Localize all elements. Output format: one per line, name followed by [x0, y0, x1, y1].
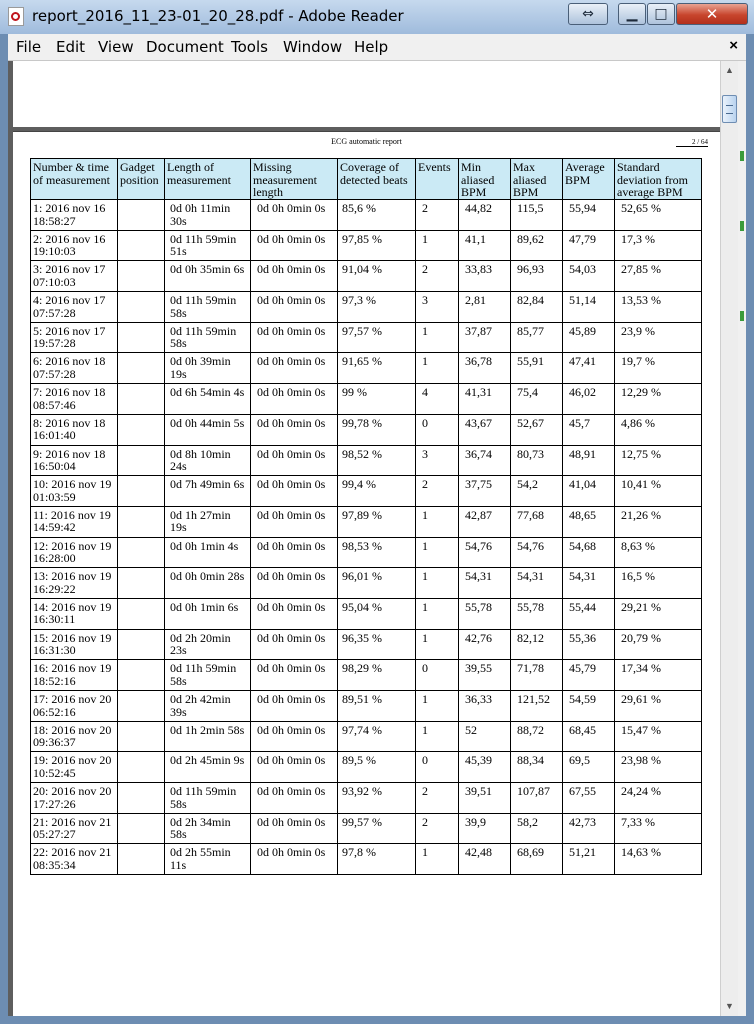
table-cell: [118, 813, 165, 844]
table-cell: 67,55: [563, 783, 615, 814]
table-cell: [118, 537, 165, 568]
table-cell: 55,94: [563, 200, 615, 231]
table-cell: [118, 691, 165, 722]
table-cell: 19,7 %: [615, 353, 702, 384]
table-cell: 41,1: [459, 230, 511, 261]
column-header: Length of measurement: [165, 159, 251, 200]
table-cell: 15: 2016 nov 19 16:31:30: [31, 629, 118, 660]
table-cell: 45,7: [563, 414, 615, 445]
nav-marker-icon: [740, 221, 744, 231]
table-cell: 21: 2016 nov 21 05:27:27: [31, 813, 118, 844]
menu-edit[interactable]: Edit: [56, 38, 86, 56]
table-cell: 3: [416, 292, 459, 323]
page-number: 2 / 64: [676, 138, 708, 147]
table-cell: 8: 2016 nov 18 16:01:40: [31, 414, 118, 445]
table-row: [31, 353, 702, 384]
table-cell: 36,78: [459, 353, 511, 384]
table-cell: 0d 11h 59min 58s: [165, 783, 251, 814]
table-cell: 82,84: [511, 292, 563, 323]
title-bar: [0, 0, 754, 34]
table-cell: 0d 0h 0min 0s: [251, 844, 338, 875]
table-cell: 14,63 %: [615, 844, 702, 875]
table-cell: 29,61 %: [615, 691, 702, 722]
table-row: [31, 414, 702, 445]
table-cell: 1: [416, 506, 459, 537]
table-cell: [118, 660, 165, 691]
table-cell: 2: [416, 783, 459, 814]
column-header: Events: [416, 159, 459, 200]
table-cell: 39,55: [459, 660, 511, 691]
table-cell: 41,04: [563, 476, 615, 507]
page-header: ECG automatic report: [331, 137, 402, 146]
menu-window[interactable]: Window: [283, 38, 343, 56]
table-cell: 97,57 %: [338, 322, 416, 353]
table-cell: 21,26 %: [615, 506, 702, 537]
table-cell: 20: 2016 nov 20 17:27:26: [31, 783, 118, 814]
table-cell: 2: [416, 476, 459, 507]
table-cell: 0d 0h 0min 0s: [251, 322, 338, 353]
table-cell: 54,31: [511, 568, 563, 599]
table-cell: 0d 6h 54min 4s: [165, 384, 251, 415]
table-cell: 0d 0h 0min 0s: [251, 660, 338, 691]
table-cell: 96,35 %: [338, 629, 416, 660]
table-cell: 55,36: [563, 629, 615, 660]
table-cell: 10: 2016 nov 19 01:03:59: [31, 476, 118, 507]
table-row: [31, 537, 702, 568]
table-cell: 48,65: [563, 506, 615, 537]
table-cell: 0d 0h 0min 0s: [251, 200, 338, 231]
table-cell: 2: [416, 200, 459, 231]
table-cell: 91,65 %: [338, 353, 416, 384]
table-cell: 3: 2016 nov 17 07:10:03: [31, 261, 118, 292]
table-cell: 54,59: [563, 691, 615, 722]
table-cell: 0d 0h 44min 5s: [165, 414, 251, 445]
table-cell: 96,01 %: [338, 568, 416, 599]
table-cell: 5: 2016 nov 17 19:57:28: [31, 322, 118, 353]
table-cell: 54,2: [511, 476, 563, 507]
table-cell: [118, 844, 165, 875]
table-row: [31, 629, 702, 660]
table-cell: 29,21 %: [615, 598, 702, 629]
table-header-row: [31, 159, 702, 200]
scroll-up-icon[interactable]: ▲: [725, 65, 734, 75]
table-cell: 0d 0h 1min 4s: [165, 537, 251, 568]
table-cell: 88,34: [511, 752, 563, 783]
table-cell: 9: 2016 nov 18 16:50:04: [31, 445, 118, 476]
table-cell: 43,67: [459, 414, 511, 445]
table-cell: 1: 2016 nov 16 18:58:27: [31, 200, 118, 231]
table-cell: 0d 0h 0min 0s: [251, 813, 338, 844]
table-cell: 0d 11h 59min 58s: [165, 322, 251, 353]
table-cell: 1: [416, 844, 459, 875]
report-table: [30, 158, 702, 875]
table-cell: 47,41: [563, 353, 615, 384]
column-header: Average BPM: [563, 159, 615, 200]
table-cell: 36,74: [459, 445, 511, 476]
table-cell: 89,62: [511, 230, 563, 261]
table-cell: 11: 2016 nov 19 14:59:42: [31, 506, 118, 537]
table-cell: [118, 629, 165, 660]
table-cell: 115,5: [511, 200, 563, 231]
table-cell: 0d 2h 42min 39s: [165, 691, 251, 722]
table-cell: 91,04 %: [338, 261, 416, 292]
table-cell: 1: [416, 691, 459, 722]
column-header: Max aliased BPM: [511, 159, 563, 200]
table-cell: 99 %: [338, 384, 416, 415]
column-header: Missing measurement length: [251, 159, 338, 200]
table-cell: 23,9 %: [615, 322, 702, 353]
menu-help[interactable]: Help: [354, 38, 389, 56]
table-cell: [118, 476, 165, 507]
table-cell: 19: 2016 nov 20 10:52:45: [31, 752, 118, 783]
previous-page: [13, 61, 720, 127]
table-cell: 77,68: [511, 506, 563, 537]
table-cell: 18: 2016 nov 20 09:36:37: [31, 721, 118, 752]
nav-marker-icon: [740, 311, 744, 321]
table-cell: 0d 0h 0min 0s: [251, 598, 338, 629]
table-cell: 44,82: [459, 200, 511, 231]
maximize-button[interactable]: □: [647, 3, 675, 25]
table-cell: 97,85 %: [338, 230, 416, 261]
table-cell: 13,53 %: [615, 292, 702, 323]
column-header: Coverage of detected beats: [338, 159, 416, 200]
table-cell: 68,69: [511, 844, 563, 875]
table-cell: 4: [416, 384, 459, 415]
table-cell: 98,29 %: [338, 660, 416, 691]
table-cell: 0d 1h 2min 58s: [165, 721, 251, 752]
table-cell: 54,76: [511, 537, 563, 568]
table-cell: 0d 0h 0min 0s: [251, 230, 338, 261]
table-cell: 45,79: [563, 660, 615, 691]
table-cell: 0d 8h 10min 24s: [165, 445, 251, 476]
table-cell: 6: 2016 nov 18 07:57:28: [31, 353, 118, 384]
table-cell: 0d 7h 49min 6s: [165, 476, 251, 507]
table-row: [31, 752, 702, 783]
table-row: [31, 230, 702, 261]
table-cell: 52,67: [511, 414, 563, 445]
table-cell: [118, 384, 165, 415]
table-cell: 16,5 %: [615, 568, 702, 599]
table-cell: 37,75: [459, 476, 511, 507]
table-row: [31, 384, 702, 415]
table-cell: 97,89 %: [338, 506, 416, 537]
menu-bar: [8, 34, 746, 61]
menu-tools[interactable]: Tools: [231, 38, 268, 56]
table-row: [31, 445, 702, 476]
table-cell: 71,78: [511, 660, 563, 691]
table-cell: 14: 2016 nov 19 16:30:11: [31, 598, 118, 629]
table-cell: 97,3 %: [338, 292, 416, 323]
table-cell: 0d 0h 0min 0s: [251, 506, 338, 537]
table-cell: 1: [416, 230, 459, 261]
table-cell: 0d 0h 0min 0s: [251, 537, 338, 568]
minimize-button[interactable]: ▁: [618, 3, 646, 25]
table-cell: 0d 0h 0min 0s: [251, 445, 338, 476]
table-cell: 0d 2h 45min 9s: [165, 752, 251, 783]
table-cell: [118, 200, 165, 231]
table-cell: 0d 0h 0min 0s: [251, 384, 338, 415]
table-cell: [118, 261, 165, 292]
table-cell: 1: [416, 568, 459, 599]
table-cell: 82,12: [511, 629, 563, 660]
table-cell: 0d 0h 0min 0s: [251, 568, 338, 599]
table-cell: 1: [416, 721, 459, 752]
table-cell: 0d 0h 11min 30s: [165, 200, 251, 231]
table-cell: 0d 0h 0min 0s: [251, 752, 338, 783]
table-cell: 99,4 %: [338, 476, 416, 507]
table-cell: 85,77: [511, 322, 563, 353]
table-cell: 12: 2016 nov 19 16:28:00: [31, 537, 118, 568]
table-cell: 0d 0h 0min 0s: [251, 261, 338, 292]
table-cell: 69,5: [563, 752, 615, 783]
table-cell: [118, 598, 165, 629]
navigation-pane-edge: [738, 61, 746, 1016]
table-cell: 22: 2016 nov 21 08:35:34: [31, 844, 118, 875]
table-cell: 0: [416, 414, 459, 445]
table-row: [31, 691, 702, 722]
table-cell: 97,8 %: [338, 844, 416, 875]
menu-document[interactable]: Document: [146, 38, 224, 56]
table-row: [31, 506, 702, 537]
table-cell: [118, 230, 165, 261]
table-cell: 58,2: [511, 813, 563, 844]
table-cell: [118, 783, 165, 814]
table-cell: 0d 0h 0min 0s: [251, 691, 338, 722]
window-title: report_2016_11_23-01_20_28.pdf - Adobe Reader: [32, 7, 404, 25]
table-cell: 2: [416, 261, 459, 292]
table-cell: 46,02: [563, 384, 615, 415]
menu-view[interactable]: View: [98, 38, 134, 56]
table-row: [31, 322, 702, 353]
table-cell: 15,47 %: [615, 721, 702, 752]
table-cell: 23,98 %: [615, 752, 702, 783]
table-cell: 89,51 %: [338, 691, 416, 722]
table-cell: 16: 2016 nov 19 18:52:16: [31, 660, 118, 691]
close-window-button[interactable]: ✕: [676, 3, 748, 25]
table-cell: 68,45: [563, 721, 615, 752]
table-row: [31, 783, 702, 814]
nav-marker-icon: [740, 151, 744, 161]
table-cell: [118, 721, 165, 752]
scroll-thumb[interactable]: [722, 95, 737, 123]
table-cell: 0d 0h 39min 19s: [165, 353, 251, 384]
table-cell: 48,91: [563, 445, 615, 476]
table-cell: [118, 568, 165, 599]
table-cell: 2: 2016 nov 16 19:10:03: [31, 230, 118, 261]
table-cell: 85,6 %: [338, 200, 416, 231]
table-cell: 89,5 %: [338, 752, 416, 783]
table-cell: 12,29 %: [615, 384, 702, 415]
column-header: Gadget position: [118, 159, 165, 200]
table-cell: 98,53 %: [338, 537, 416, 568]
table-cell: 55,78: [511, 598, 563, 629]
table-cell: 51,14: [563, 292, 615, 323]
table-cell: 24,24 %: [615, 783, 702, 814]
table-cell: 75,4: [511, 384, 563, 415]
table-cell: [118, 322, 165, 353]
vertical-scrollbar[interactable]: [720, 61, 738, 1016]
table-cell: 2,81: [459, 292, 511, 323]
table-cell: 0d 0h 0min 0s: [251, 292, 338, 323]
table-cell: 97,74 %: [338, 721, 416, 752]
restore-size-button[interactable]: ⇔: [568, 3, 608, 25]
table-cell: [118, 292, 165, 323]
table-row: [31, 598, 702, 629]
close-document-icon[interactable]: ×: [729, 37, 738, 54]
table-cell: 0d 0h 0min 0s: [251, 353, 338, 384]
column-header: Standard deviation from average BPM: [615, 159, 702, 200]
table-cell: 121,52: [511, 691, 563, 722]
table-cell: 39,51: [459, 783, 511, 814]
table-cell: 0d 0h 0min 0s: [251, 476, 338, 507]
table-cell: [118, 414, 165, 445]
table-cell: 54,31: [459, 568, 511, 599]
table-cell: 96,93: [511, 261, 563, 292]
table-cell: 55,78: [459, 598, 511, 629]
table-cell: 98,52 %: [338, 445, 416, 476]
table-cell: 33,83: [459, 261, 511, 292]
table-cell: [118, 445, 165, 476]
table-cell: 17: 2016 nov 20 06:52:16: [31, 691, 118, 722]
table-cell: 36,33: [459, 691, 511, 722]
table-cell: 0d 0h 0min 28s: [165, 568, 251, 599]
table-row: [31, 844, 702, 875]
table-cell: 45,89: [563, 322, 615, 353]
table-cell: 0d 11h 59min 51s: [165, 230, 251, 261]
table-cell: 13: 2016 nov 19 16:29:22: [31, 568, 118, 599]
table-cell: 0d 0h 0min 0s: [251, 414, 338, 445]
table-cell: [118, 752, 165, 783]
table-cell: 45,39: [459, 752, 511, 783]
table-cell: 0d 2h 34min 58s: [165, 813, 251, 844]
table-cell: 1: [416, 598, 459, 629]
table-cell: 1: [416, 322, 459, 353]
pdf-page: [13, 131, 720, 1016]
table-cell: 51,21: [563, 844, 615, 875]
table-cell: 0d 0h 35min 6s: [165, 261, 251, 292]
table-cell: 8,63 %: [615, 537, 702, 568]
table-cell: 42,48: [459, 844, 511, 875]
table-cell: 54,31: [563, 568, 615, 599]
table-cell: 95,04 %: [338, 598, 416, 629]
table-cell: 0d 0h 0min 0s: [251, 783, 338, 814]
table-cell: 0: [416, 660, 459, 691]
table-cell: 0d 0h 0min 0s: [251, 721, 338, 752]
table-cell: [118, 506, 165, 537]
pdf-file-icon: [8, 7, 24, 26]
table-row: [31, 721, 702, 752]
table-cell: 27,85 %: [615, 261, 702, 292]
table-row: [31, 660, 702, 691]
table-cell: 0d 11h 59min 58s: [165, 292, 251, 323]
table-cell: 0d 2h 55min 11s: [165, 844, 251, 875]
table-cell: 1: [416, 353, 459, 384]
table-cell: 52: [459, 721, 511, 752]
table-cell: 0d 0h 0min 0s: [251, 629, 338, 660]
scroll-down-icon[interactable]: ▼: [725, 1001, 734, 1011]
table-cell: 1: [416, 629, 459, 660]
table-cell: 54,68: [563, 537, 615, 568]
table-cell: 0d 0h 1min 6s: [165, 598, 251, 629]
column-header: Number & time of measurement: [31, 159, 118, 200]
table-cell: 42,76: [459, 629, 511, 660]
table-cell: 4: 2016 nov 17 07:57:28: [31, 292, 118, 323]
table-row: [31, 200, 702, 231]
table-cell: 10,41 %: [615, 476, 702, 507]
table-cell: 107,87: [511, 783, 563, 814]
table-cell: 1: [416, 537, 459, 568]
table-cell: 37,87: [459, 322, 511, 353]
table-cell: 17,3 %: [615, 230, 702, 261]
table-cell: 52,65 %: [615, 200, 702, 231]
table-cell: 39,9: [459, 813, 511, 844]
table-cell: 0d 2h 20min 23s: [165, 629, 251, 660]
table-row: [31, 476, 702, 507]
table-cell: 0: [416, 752, 459, 783]
table-cell: 55,91: [511, 353, 563, 384]
table-cell: 20,79 %: [615, 629, 702, 660]
table-row: [31, 813, 702, 844]
table-row: [31, 292, 702, 323]
table-cell: 47,79: [563, 230, 615, 261]
table-cell: 88,72: [511, 721, 563, 752]
document-view[interactable]: [8, 61, 720, 1016]
table-cell: 55,44: [563, 598, 615, 629]
table-cell: 12,75 %: [615, 445, 702, 476]
table-cell: 54,03: [563, 261, 615, 292]
table-cell: 0d 11h 59min 58s: [165, 660, 251, 691]
table-cell: 0d 1h 27min 19s: [165, 506, 251, 537]
table-cell: 80,73: [511, 445, 563, 476]
table-cell: 4,86 %: [615, 414, 702, 445]
table-cell: [118, 353, 165, 384]
column-header: Min aliased BPM: [459, 159, 511, 200]
table-row: [31, 568, 702, 599]
table-cell: 2: [416, 813, 459, 844]
table-cell: 42,87: [459, 506, 511, 537]
table-cell: 7: 2016 nov 18 08:57:46: [31, 384, 118, 415]
table-cell: 41,31: [459, 384, 511, 415]
table-cell: 99,57 %: [338, 813, 416, 844]
table-cell: 7,33 %: [615, 813, 702, 844]
table-cell: 54,76: [459, 537, 511, 568]
table-row: [31, 261, 702, 292]
table-cell: 99,78 %: [338, 414, 416, 445]
table-cell: 3: [416, 445, 459, 476]
table-cell: 93,92 %: [338, 783, 416, 814]
table-body: [31, 200, 702, 875]
menu-file[interactable]: File: [16, 38, 42, 56]
table-cell: 42,73: [563, 813, 615, 844]
table-cell: 17,34 %: [615, 660, 702, 691]
